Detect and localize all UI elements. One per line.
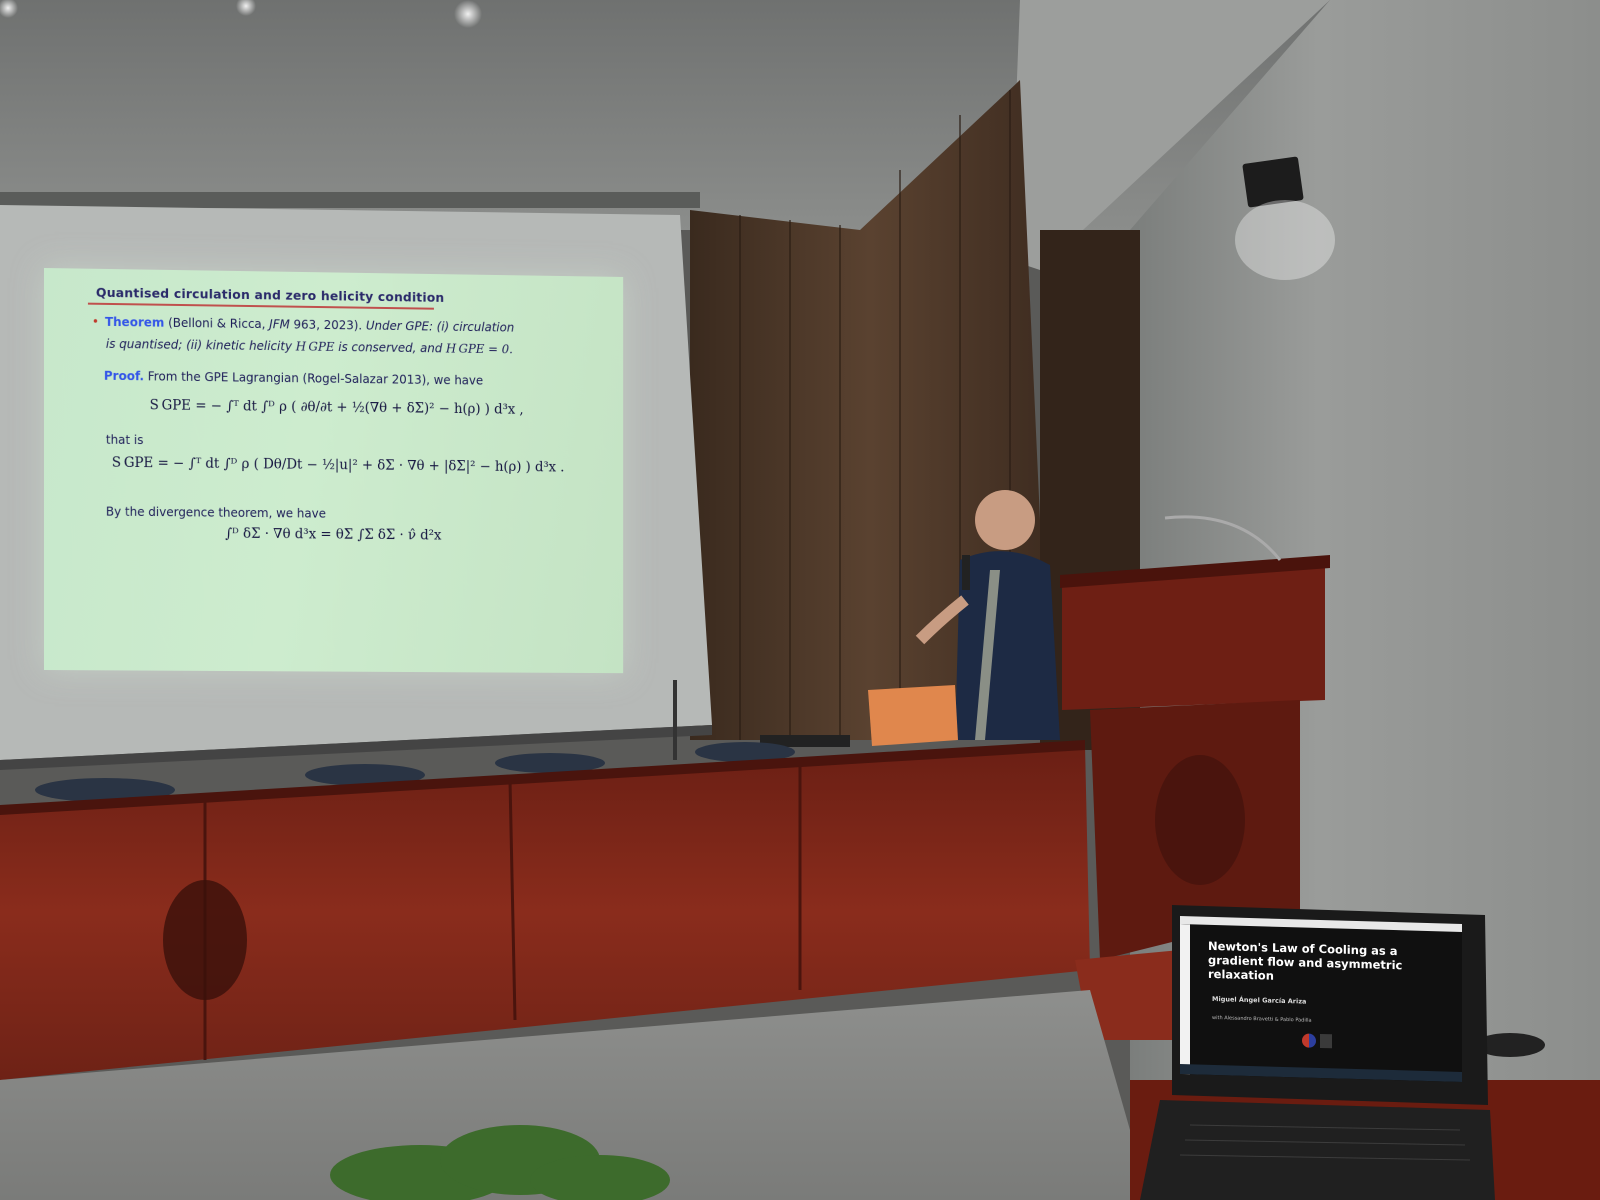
proof-label: Proof. (103, 368, 145, 384)
projected-slide (44, 268, 623, 673)
theorem-label: Theorem (104, 314, 165, 330)
laptop-sidebar (1180, 924, 1190, 1074)
theorem-journal: JFM (269, 317, 290, 332)
slide-title: Quantised circulation and zero helicity condition (95, 284, 445, 305)
theorem-text-1: Under GPE: (i) circulation (365, 318, 515, 335)
that-is-label: that is (105, 432, 144, 448)
proof-line (104, 369, 483, 388)
theorem-line-1 (92, 315, 514, 335)
theorem-text-2b: is conserved, and (334, 340, 446, 356)
proof-text: From the GPE Lagrangian (Rogel-Salazar 2013), we have (147, 369, 484, 388)
equation-lagrangian: S GPE = − ∫ᵀ dt ∫ᴰ ρ ( ∂θ/∂t + ½(∇θ + δΣ)² − h(ρ) ) d³x , (149, 397, 524, 418)
laptop-slide-coauthors: with Alessandro Bravetti & Pablo Padilla (1212, 1014, 1312, 1024)
divergence-text: By the divergence theorem, we have (105, 504, 326, 521)
theorem-citation-open: (Belloni & Ricca, (168, 315, 270, 332)
laptop-screen (1180, 916, 1462, 1082)
theorem-hgpe: H GPE (295, 339, 335, 354)
laptop-slide-title: Newton's Law of Cooling as a gradient flow and asymmetric relaxation (1208, 938, 1403, 983)
university-logo-icon (1302, 1033, 1316, 1047)
theorem-text-2a: is quantised; (ii) kinetic helicity (105, 336, 296, 354)
equation-lagrangian-expanded: S GPE = − ∫ᵀ dt ∫ᴰ ρ ( Dθ/Dt − ½|u|² + δΣ · ∇θ + |δΣ|² − h(ρ) ) d³x . (111, 454, 565, 476)
theorem-equation: H GPE = 0. (445, 341, 513, 357)
institute-logo-icon (1320, 1034, 1332, 1048)
laptop-slide-author: Miguel Ángel García Ariza (1212, 994, 1307, 1006)
theorem-citation-rest: 963, 2023). (289, 317, 363, 333)
equation-divergence: ∫ᴰ δΣ · ∇θ d³x = θΣ ∫Σ δΣ · ν̂ d²x (225, 525, 442, 544)
theorem-line-2 (106, 337, 513, 356)
bullet-icon: • (91, 314, 99, 329)
